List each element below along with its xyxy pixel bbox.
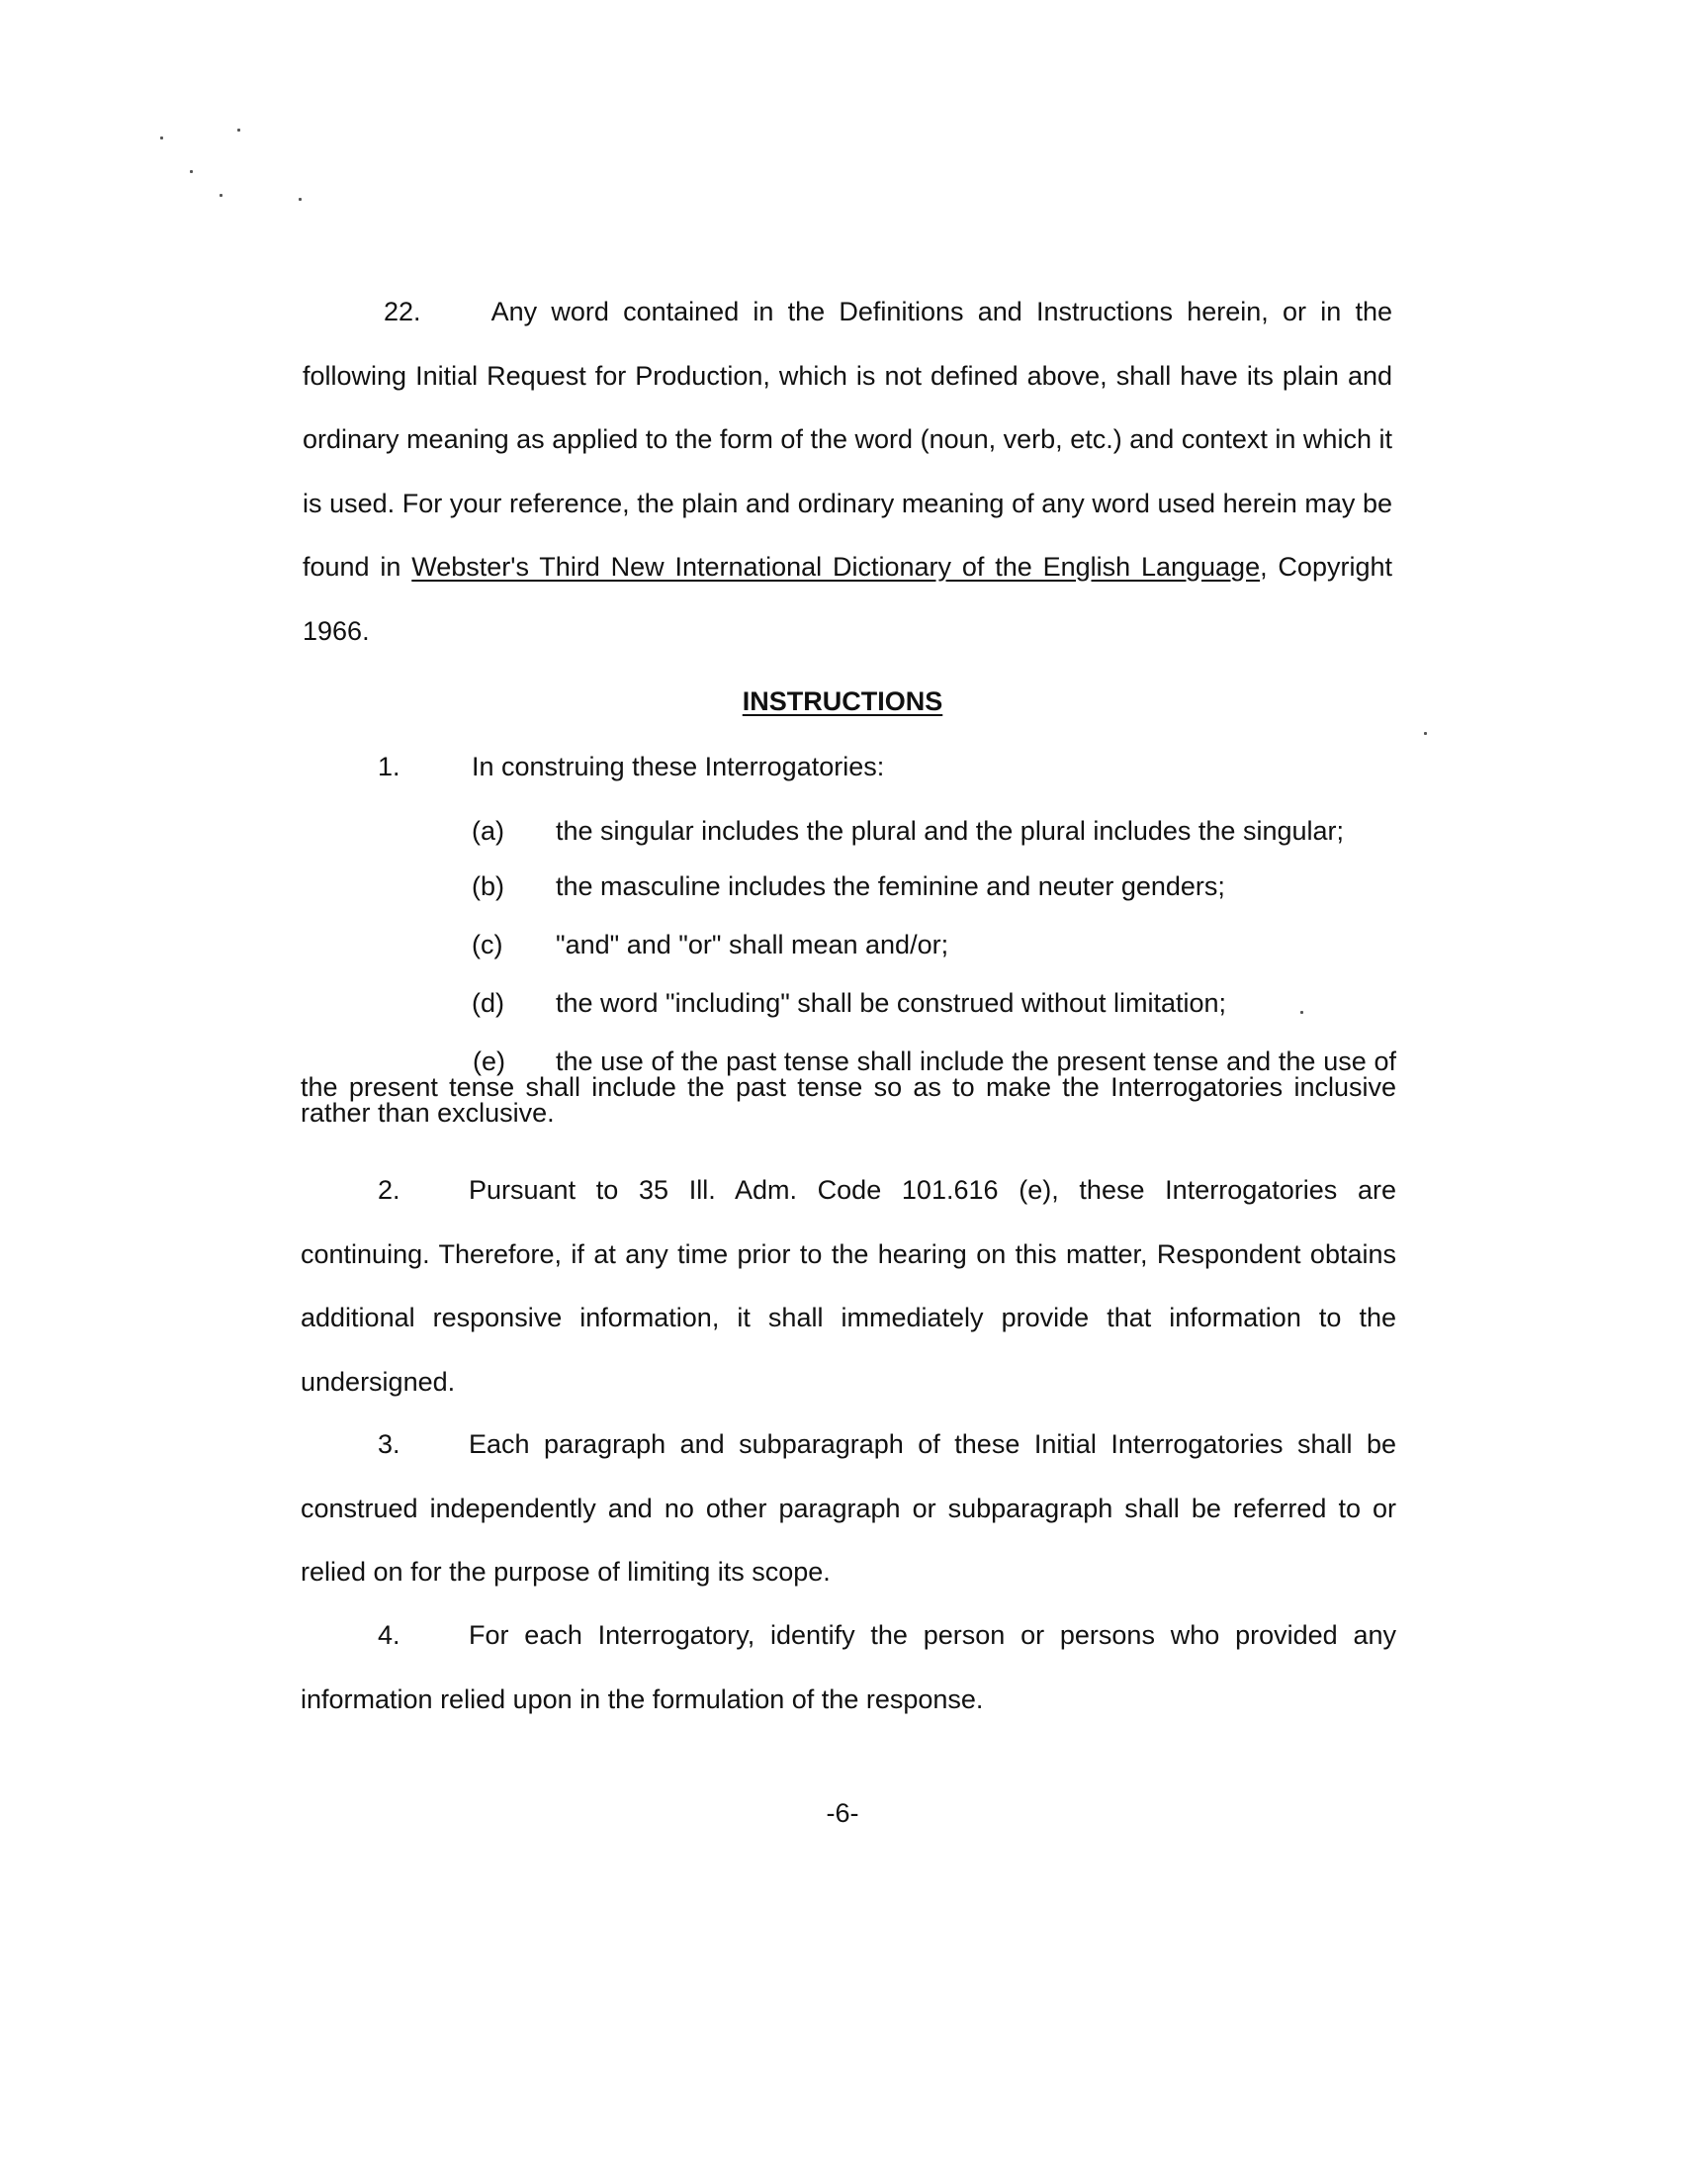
subitem-text: the word "including" shall be construed without limitation; — [556, 988, 1227, 1018]
subitem-text: the singular includes the plural and the plural includes the singular; — [556, 816, 1345, 846]
instruction-4 — [301, 1603, 1396, 1731]
subitem-e — [301, 1048, 1396, 1126]
scan-speck — [1300, 1011, 1303, 1014]
subitem-label: (e) — [473, 1046, 505, 1076]
subitem-c — [472, 925, 948, 964]
instruction-number: 4. — [378, 1620, 400, 1650]
scan-speck — [1424, 732, 1427, 735]
subitem-label: (b) — [472, 871, 504, 901]
subitem-label: (c) — [472, 930, 503, 959]
instruction-2 — [301, 1158, 1396, 1413]
scan-speck — [237, 129, 240, 132]
subitem-a — [472, 811, 1344, 851]
subitem-text: the masculine includes the feminine and neuter genders; — [556, 871, 1225, 901]
paragraph-text: Any word contained in the Definitions and Instructions herein, or in the following Initial Request for Production, which is not defined above, shall have its plain and ordinary meaning as applied to the form of the word (noun, verb, etc.) and context in which it is used. For your reference, the plain and ordinary meaning of any word used herein may be found in — [303, 297, 1392, 582]
definition-paragraph-22 — [303, 280, 1392, 663]
instruction-text: Pursuant to 35 Ill. Adm. Code 101.616 (e), these Interrogatories are continuing. Therefore, if at any time prior to the hearing on this matter, Respondent obtains additional responsive information, it shall immediately provide that information to the undersigned. — [301, 1175, 1396, 1397]
instruction-number: 1. — [378, 752, 400, 781]
instructions-heading: INSTRUCTIONS — [742, 686, 943, 716]
paragraph-text-end: , Copyright 1966. — [303, 552, 1392, 646]
subitem-label: (d) — [472, 988, 504, 1018]
instruction-3 — [301, 1412, 1396, 1604]
subitem-text: "and" and "or" shall mean and/or; — [556, 930, 949, 959]
instruction-text: For each Interrogatory, identify the person or persons who provided any information relied upon in the formulation of the response. — [301, 1620, 1396, 1714]
instruction-1 — [378, 747, 884, 786]
page-number: -6- — [826, 1798, 859, 1828]
scan-speck — [299, 198, 302, 201]
subitem-label: (a) — [472, 816, 504, 846]
subitem-text: the use of the past tense shall include the present tense and the use of the present tense shall include the past tense so as to make the Interrogatories inclusive rather than exclusive. — [301, 1046, 1396, 1128]
dictionary-reference: Webster's Third New International Dictionary of the English Language — [411, 552, 1261, 582]
instruction-text: In construing these Interrogatories: — [472, 752, 885, 781]
instruction-text: Each paragraph and subparagraph of these Initial Interrogatories shall be construed independently and no other paragraph or subparagraph shall be referred to or relied on for the purpose of limiting its scope. — [301, 1429, 1396, 1587]
scan-speck — [220, 194, 222, 197]
instruction-number: 2. — [378, 1175, 400, 1205]
paragraph-number: 22. — [384, 297, 421, 326]
instruction-number: 3. — [378, 1429, 400, 1459]
scan-speck — [190, 170, 193, 173]
subitem-d — [472, 983, 1226, 1023]
scan-speck — [160, 136, 163, 139]
subitem-b — [472, 866, 1225, 906]
